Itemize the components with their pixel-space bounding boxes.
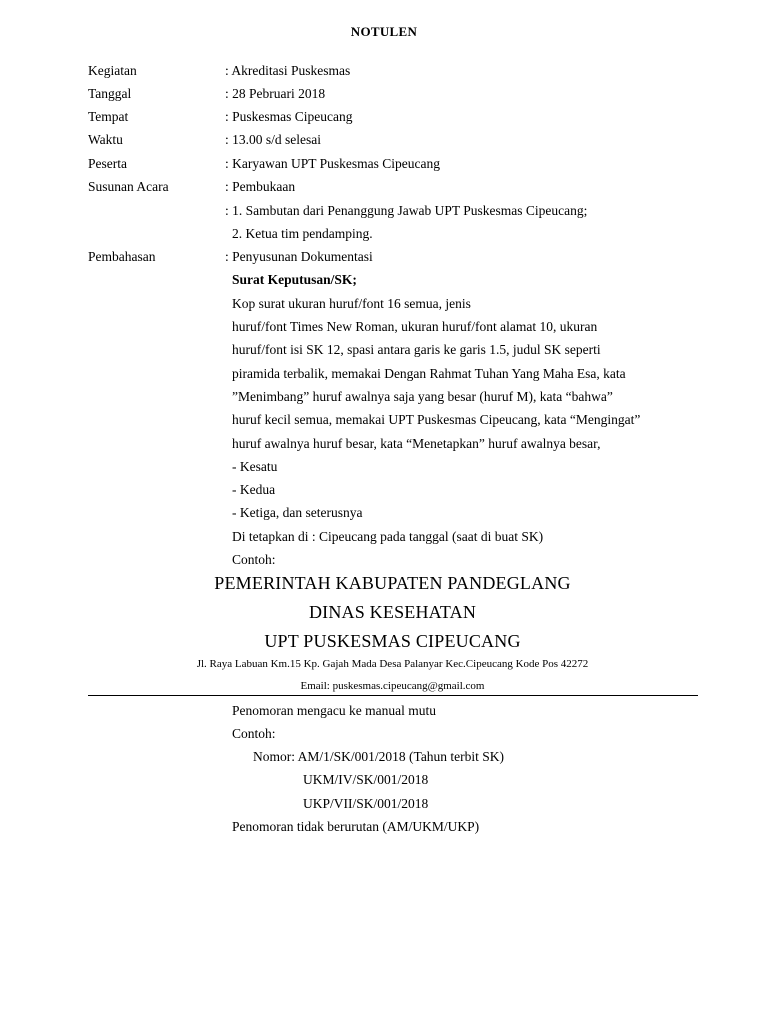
- body-line: huruf awalnya huruf besar, kata “Menetapkan” huruf awalnya besar,: [232, 436, 601, 451]
- body-line: huruf/font isi SK 12, spasi antara garis ke garis 1.5, judul SK seperti: [232, 342, 601, 357]
- field-value-tanggal: : 28 Pebruari 2018: [225, 86, 326, 101]
- kop-address: Jl. Raya Labuan Km.15 Kp. Gajah Mada Desa Palanyar Kec.Cipeucang Kode Pos 42272: [196, 658, 589, 670]
- field-value-kegiatan: : Akreditasi Puskesmas: [225, 63, 351, 78]
- field-label-peserta: Peserta: [88, 156, 127, 171]
- field-value-peserta: : Karyawan UPT Puskesmas Cipeucang: [225, 156, 440, 171]
- kop-line-pemerintah: PEMERINTAH KABUPATEN PANDEGLANG: [214, 573, 571, 593]
- penomoran-closing: Penomoran tidak berurutan (AM/UKM/UKP): [232, 819, 480, 834]
- field-label-kegiatan: Kegiatan: [88, 63, 137, 78]
- list-item: - Kedua: [232, 482, 276, 497]
- body-line: huruf kecil semua, memakai UPT Puskesmas Cipeucang, kata “Mengingat”: [232, 412, 641, 427]
- body-line: Contoh:: [232, 552, 276, 567]
- penomoran-contoh: Contoh:: [232, 726, 276, 741]
- field-label-waktu: Waktu: [88, 132, 123, 147]
- kop-line-upt: UPT PUSKESMAS CIPEUCANG: [264, 631, 521, 651]
- body-line: huruf/font Times New Roman, ukuran huruf/font alamat 10, ukuran: [232, 319, 598, 334]
- body-line: piramida terbalik, memakai Dengan Rahmat Tuhan Yang Maha Esa, kata: [232, 366, 626, 381]
- nomor-example-am: Nomor: AM/1/SK/001/2018 (Tahun terbit SK): [253, 749, 505, 764]
- body-line: Kop surat ukuran huruf/font 16 semua, jenis: [232, 296, 471, 311]
- kop-divider: [88, 695, 698, 696]
- list-item: - Kesatu: [232, 459, 278, 474]
- penomoran-intro: Penomoran mengacu ke manual mutu: [232, 703, 436, 718]
- section-heading-sk: Surat Keputusan/SK;: [232, 272, 357, 287]
- field-label-susunan-acara: Susunan Acara: [88, 179, 169, 194]
- nomor-example-ukm: UKM/IV/SK/001/2018: [303, 772, 429, 787]
- field-label-pembahasan: Pembahasan: [88, 249, 156, 264]
- field-value-pembahasan: : Penyusunan Dokumentasi: [225, 249, 373, 264]
- field-value-susunan-acara: : Pembukaan: [225, 179, 296, 194]
- body-line: ”Menimbang” huruf awalnya saja yang besar (huruf M), kata “bahwa”: [232, 389, 613, 404]
- kop-email: Email: puskesmas.cipeucang@gmail.com: [300, 680, 485, 692]
- list-item: - Ketiga, dan seterusnya: [232, 505, 363, 520]
- field-label-tanggal: Tanggal: [88, 86, 132, 101]
- body-line: Di tetapkan di : Cipeucang pada tanggal (saat di buat SK): [232, 529, 544, 544]
- kop-line-dinas: DINAS KESEHATAN: [308, 602, 477, 622]
- acara-item: 2. Ketua tim pendamping.: [232, 226, 373, 241]
- field-label-tempat: Tempat: [88, 109, 129, 124]
- document-title: NOTULEN: [350, 24, 418, 39]
- field-value-tempat: : Puskesmas Cipeucang: [225, 109, 353, 124]
- acara-item: : 1. Sambutan dari Penanggung Jawab UPT Puskesmas Cipeucang;: [225, 203, 588, 218]
- nomor-example-ukp: UKP/VII/SK/001/2018: [303, 796, 429, 811]
- field-value-waktu: : 13.00 s/d selesai: [225, 132, 321, 147]
